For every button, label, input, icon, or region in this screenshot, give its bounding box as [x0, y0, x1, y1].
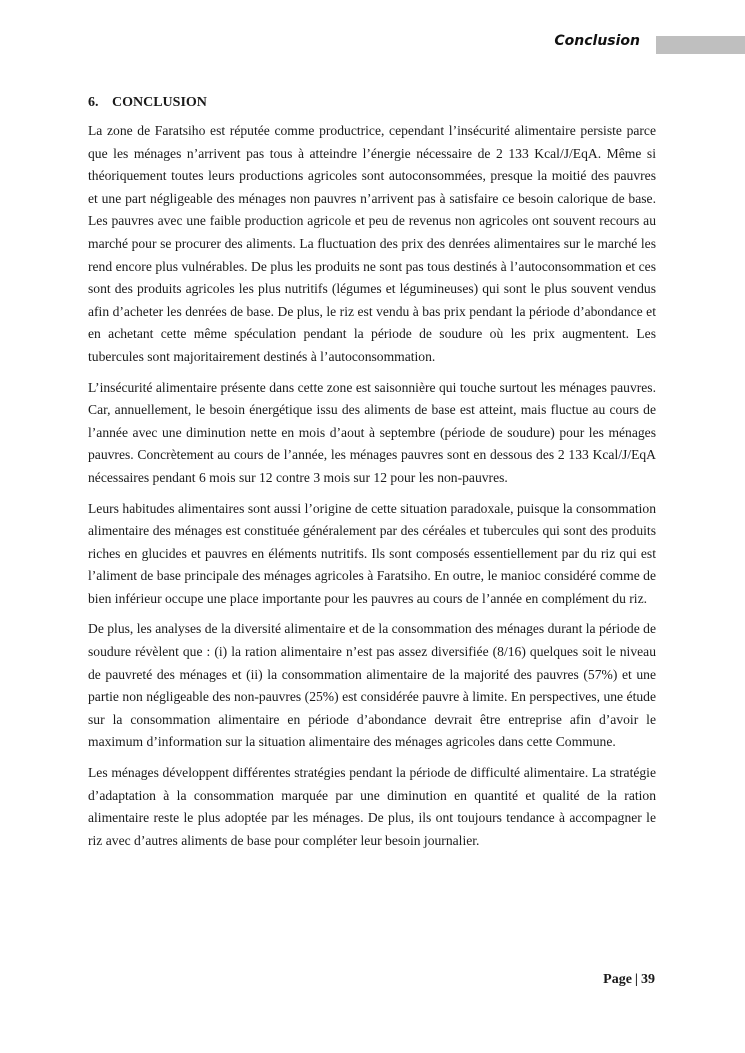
section-title: CONCLUSION	[112, 95, 207, 110]
paragraph-4: De plus, les analyses de la diversité alimentaire et de la consommation des ménages durant la période de soudure révèlent que : (i) la ration alimentaire n’est pas assez diversifiée (8/16) quelques soit le niveau de pauvreté des ménages et (ii) la consommation alimentaire de la majorité des pauvres (57%) et une partie non négligeable des non-pauvres (25%) est considérée pauvre à limite. En perspectives, une étude sur la consommation alimentaire en période d’abondance devrait être entreprise afin d’avoir le maximum d’information sur la situation alimentaire des ménages agricoles dans cette Commune.	[88, 621, 656, 750]
page-label: Page	[603, 972, 632, 987]
paragraph-5: Les ménages développent différentes stratégies pendant la période de difficulté alimentaire. La stratégie d’adaptation à la consommation marquée par une diminution en quantité et qualité de la ration alimentaire reste le plus adoptée par les ménages. De plus, ils ont toujours tendance à accompagner le riz avec d’autres aliments de base pour compléter leur besoin journalier.	[88, 765, 656, 848]
running-header-title: Conclusion	[554, 33, 640, 49]
paragraph-1: La zone de Faratsiho est réputée comme productrice, cependant l’insécurité alimentaire persiste parce que les ménages n’arrivent pas tous à atteindre l’énergie nécessaire de 2 133 Kcal/J/EqA. Même si théoriquement toutes leurs productions agricoles sont autoconsommées, presque la moitié des pauvres et une part négligeable des ménages non pauvres n’arrivent pas à satisfaire ce besoin calorique de base. Les pauvres avec une faible production agricole et peu de revenus non agricoles ont souvent recours au marché pour se procurer des aliments. La fluctuation des prix des denrées alimentaires sur le marché les rend encore plus vulnérables. De plus les produits ne sont pas tous destinés à l’autoconsommation et ces sont des produits agricoles les plus nutritifs (légumes et légumineuses) qui sont le plus souvent vendus afin d’acheter les denrées de base. De plus, le riz est vendu à bas prix pendant la période d’abondance et en achetant cette même spéculation pendant la période de soudure où les prix augmentent. Les tubercules sont majoritairement destinés à l’autoconsommation.	[88, 123, 656, 364]
paragraph-3: Leurs habitudes alimentaires sont aussi l’origine de cette situation paradoxale, puisque la consommation alimentaire des ménages est constituée généralement par des céréales et tubercules qui sont des produits riches en glucides et pauvres en éléments nutritifs. Ils sont composés essentiellement par du riz qui est l’aliment de base principale des ménages agricoles à Faratsiho. En outre, le manioc considéré comme de bien inférieur occupe une place importante pour les pauvres au cours de l’année en complément du riz.	[88, 500, 656, 606]
header-decorative-bar	[656, 36, 745, 54]
page-footer	[603, 972, 655, 988]
page-content	[88, 92, 656, 860]
section-number: 6.	[88, 95, 99, 110]
page-number: 39	[641, 972, 655, 987]
paragraph-2: L’insécurité alimentaire présente dans cette zone est saisonnière qui touche surtout les ménages pauvres. Car, annuellement, le besoin énergétique issu des aliments de base est atteint, mais fluctue au cours de l’année avec une diminution nette en mois d’aout à septembre (période de soudure) pour les ménages pauvres. Concrètement au cours de l’année, les ménages pauvres sont en dessous des 2 133 Kcal/J/EqA nécessaires pendant 6 mois sur 12 contre 3 mois sur 12 pour les non-pauvres.	[88, 379, 656, 485]
section-heading	[88, 92, 656, 114]
page-separator: |	[634, 972, 638, 987]
